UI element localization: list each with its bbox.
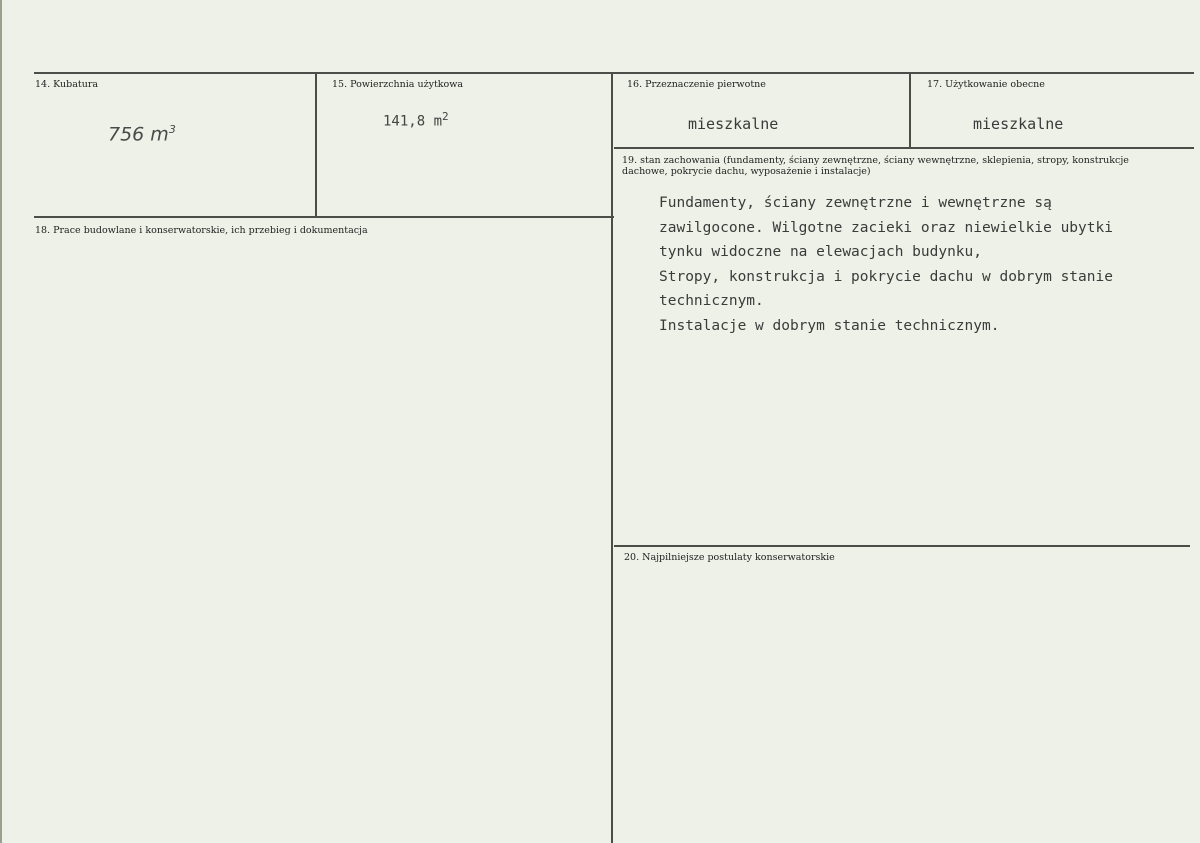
field-20-label: 20. Najpilniejsze postulaty konserwatorskie: [624, 552, 835, 563]
rule-below-14-15: [34, 216, 614, 218]
condition-line-1: Fundamenty, ściany zewnętrzne i wewnętrzne są: [659, 195, 1052, 211]
condition-line-6: Instalacje w dobrym stanie technicznym.: [659, 317, 1000, 334]
area-exponent: 2: [442, 110, 449, 123]
cubature-value: 756 m: [108, 123, 169, 146]
field-14-label: 14. Kubatura: [35, 79, 99, 90]
field-16-label: 16. Przeznaczenie pierwotne: [627, 79, 766, 90]
center-divider: [611, 73, 613, 843]
rule-below-16-17: [614, 147, 1194, 149]
field-15-label: 15. Powierzchnia użytkowa: [332, 79, 464, 90]
rule-above-20: [614, 545, 1190, 547]
condition-line-4: Stropy, konstrukcja i pokrycie dachu w dobrym stanie: [659, 268, 1113, 285]
field-19-text: [659, 191, 1113, 338]
cubature-exponent: 3: [168, 123, 176, 136]
condition-line-5: technicznym.: [659, 293, 764, 309]
field-15-value: [383, 110, 449, 130]
condition-line-3: tynku widoczne na elewacjach budynku,: [659, 244, 983, 260]
divider-16-17: [909, 73, 911, 148]
top-rule: [34, 72, 1194, 74]
divider-14-15: [315, 73, 317, 217]
field-17-value: mieszkalne: [973, 115, 1064, 133]
field-17-label: 17. Użytkowanie obecne: [927, 79, 1045, 90]
field-16-value: mieszkalne: [688, 115, 779, 133]
area-value: 141,8 m: [383, 113, 443, 130]
field-14-value: [108, 123, 176, 145]
field-18-label: 18. Prace budowlane i konserwatorskie, ich przebieg i dokumentacja: [35, 225, 368, 236]
field-19-label: 19. stan zachowania (fundamenty, ściany zewnętrzne, ściany wewnętrzne, sklepienia, stropy, konstrukcje dachowe, pokrycie dachu, wyposażenie i instalacje): [622, 155, 1129, 177]
condition-line-2: zawilgocone. Wilgotne zacieki oraz niewielkie ubytki: [659, 219, 1113, 236]
